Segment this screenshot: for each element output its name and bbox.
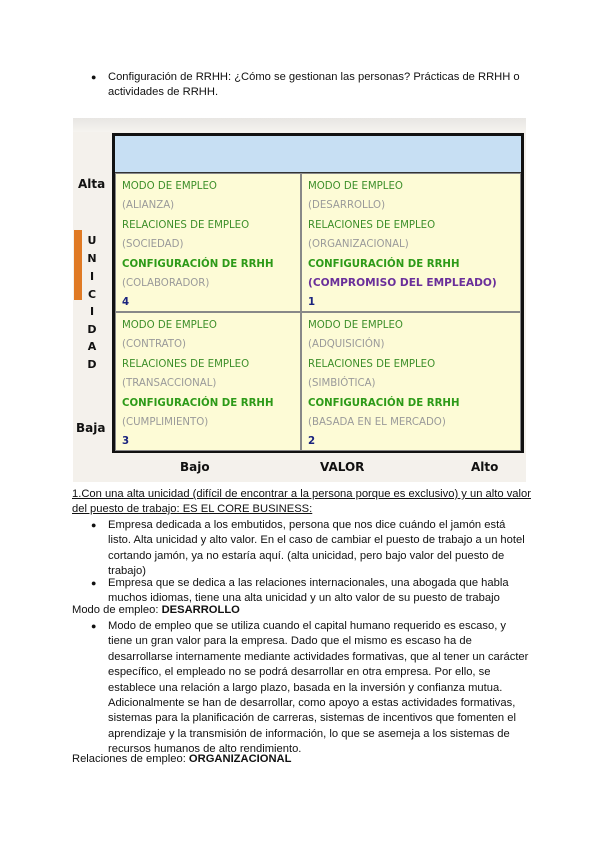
y-axis-letter: I [89, 270, 95, 283]
x-axis-low-label: Bajo [180, 460, 210, 474]
cell-relations-title: RELACIONES DE EMPLEO [122, 358, 250, 370]
section-heading-line: 1.Con una alta unicidad (difícil de encontrar a la persona porque es exclusivo) y un alto valor [72, 488, 531, 500]
cell-config-value: (BASADA EN EL MERCADO) [308, 416, 446, 428]
top-bullet-line: Configuración de RRHH: ¿Cómo se gestionan las personas? Prácticas de RRHH o [108, 71, 520, 83]
cell-config-title: CONFIGURACIÓN DE RRHH [308, 258, 460, 270]
mode-label: Modo de empleo: [72, 604, 162, 616]
bullet-line: específico, el empleado no se podrá desarrollar en otra empresa. Por ello, se [108, 666, 491, 679]
cell-relations-value: (TRANSACCIONAL) [122, 378, 217, 390]
bullet-line: Empresa que se dedica a las relaciones internacionales, una abogada que habla [108, 577, 509, 589]
cell-mode-title: MODO DE EMPLEO [122, 320, 217, 331]
y-axis-high-label: Alta [78, 177, 106, 191]
cell-config-title: CONFIGURACIÓN DE RRHH [308, 397, 460, 409]
bullet-line: aprendizaje y la transmisión de información, lo que se asemeja a los sistemas de [108, 727, 510, 740]
bullet-line: muchos idiomas, tiene una alta unicidad y un alto valor de su puesto de trabajo [108, 592, 500, 605]
cell-relations-title: RELACIONES DE EMPLEO [308, 219, 436, 231]
cell-config-value: (COMPROMISO DEL EMPLEADO) [308, 276, 497, 289]
matrix-header-band [115, 136, 521, 174]
matrix-cell-top-left [115, 173, 301, 312]
bullet-line: sistemas para la planificación de carreras, sistemas de incentivos que fomenten el [108, 712, 516, 725]
bullet-line: Adicionalmente se han de desarrollar, como apoyo a estas actividades formativas, [108, 697, 516, 710]
cell-config-title: CONFIGURACIÓN DE RRHH [122, 397, 274, 409]
bullet-dot: ● [91, 578, 97, 588]
cell-config-value: (CUMPLIMIENTO) [122, 416, 209, 428]
cell-quadrant-number: 2 [308, 436, 316, 448]
bullet-line: cortando jamón, ya no estaría aquí. (alta unicidad, pero bajo valor del puesto de [108, 549, 505, 562]
cell-quadrant-number: 1 [308, 297, 316, 309]
cell-mode-value: (CONTRATO) [122, 339, 187, 351]
mode-value: DESARROLLO [161, 604, 240, 616]
y-axis-accent-bar [74, 230, 82, 300]
unicidad-valor-matrix [73, 118, 526, 482]
matrix-cell-bottom-right [301, 312, 521, 451]
cell-relations-title: RELACIONES DE EMPLEO [308, 358, 436, 370]
y-axis-letter: I [89, 305, 95, 318]
top-bullet-line: actividades de RRHH. [108, 86, 219, 99]
bullet-dot: ● [91, 520, 97, 530]
cell-quadrant-number: 3 [122, 436, 130, 448]
figure-top-band [73, 118, 526, 132]
relations-label: Relaciones de empleo: [72, 753, 189, 765]
y-axis-letter: U [87, 234, 97, 247]
cell-relations-value: (SOCIEDAD) [122, 239, 184, 251]
cell-relations-value: (ORGANIZACIONAL) [308, 239, 409, 251]
cell-config-title: CONFIGURACIÓN DE RRHH [122, 258, 274, 270]
cell-relations-title: RELACIONES DE EMPLEO [122, 219, 250, 231]
cell-config-value: (COLABORADOR) [122, 277, 210, 289]
cell-quadrant-number: 4 [122, 297, 130, 309]
top-bullet [108, 70, 520, 101]
relations-line [72, 752, 291, 767]
bullet-line: Modo de empleo que se utiliza cuando el capital humano requerido es escaso, y [108, 620, 507, 632]
y-axis-letter: N [87, 252, 97, 265]
cell-mode-title: MODO DE EMPLEO [122, 181, 217, 192]
bullet-ham-example [108, 518, 525, 580]
bullet-development-description [108, 619, 528, 758]
bullet-line: establece una relación a largo plazo, basada en la inversión y confianza mutua. [108, 681, 503, 694]
cell-mode-value: (ALIANZA) [122, 200, 175, 212]
bullet-dot: ● [91, 621, 97, 631]
x-axis-title: VALOR [320, 460, 365, 474]
section-heading-line: del puesto de trabajo: ES EL CORE BUSINESS: [72, 503, 313, 516]
y-axis-letter: D [87, 358, 97, 371]
x-axis-high-label: Alto [471, 460, 499, 474]
matrix-cell-bottom-left [115, 312, 301, 451]
cell-mode-title: MODO DE EMPLEO [308, 320, 403, 331]
matrix-cell-top-right [301, 173, 521, 312]
bullet-line: desarrollarse internamente mediante actividades formativas, que al tener un carácter [108, 650, 529, 663]
y-axis-letter: D [87, 323, 97, 336]
bullet-line: trabajo) [108, 565, 146, 578]
section-heading [72, 487, 531, 518]
bullet-line: listo. Alta unicidad y alto valor. En el caso de cambiar el puesto de trabajo a un hotel [108, 534, 525, 547]
cell-mode-value: (ADQUISICIÓN) [308, 339, 385, 351]
bullet-line: recursos humanos de alto rendimiento. [108, 743, 302, 756]
cell-relations-value: (SIMBIÓTICA) [308, 378, 376, 390]
cell-mode-value: (DESARROLLO) [308, 200, 386, 212]
relations-value: ORGANIZACIONAL [188, 753, 292, 765]
y-axis-low-label: Baja [76, 421, 106, 435]
bullet-line: tiene un gran valor para la empresa. Dado que el mismo es escaso ha de [108, 635, 472, 648]
bullet-line: Empresa dedicada a los embutidos, persona que nos dice cuándo el jamón está [108, 519, 506, 531]
cell-mode-title: MODO DE EMPLEO [308, 181, 403, 192]
mode-line [72, 603, 240, 618]
bullet-dot: ● [91, 72, 97, 82]
y-axis-letter: A [87, 340, 97, 353]
y-axis-letter: C [87, 288, 97, 301]
